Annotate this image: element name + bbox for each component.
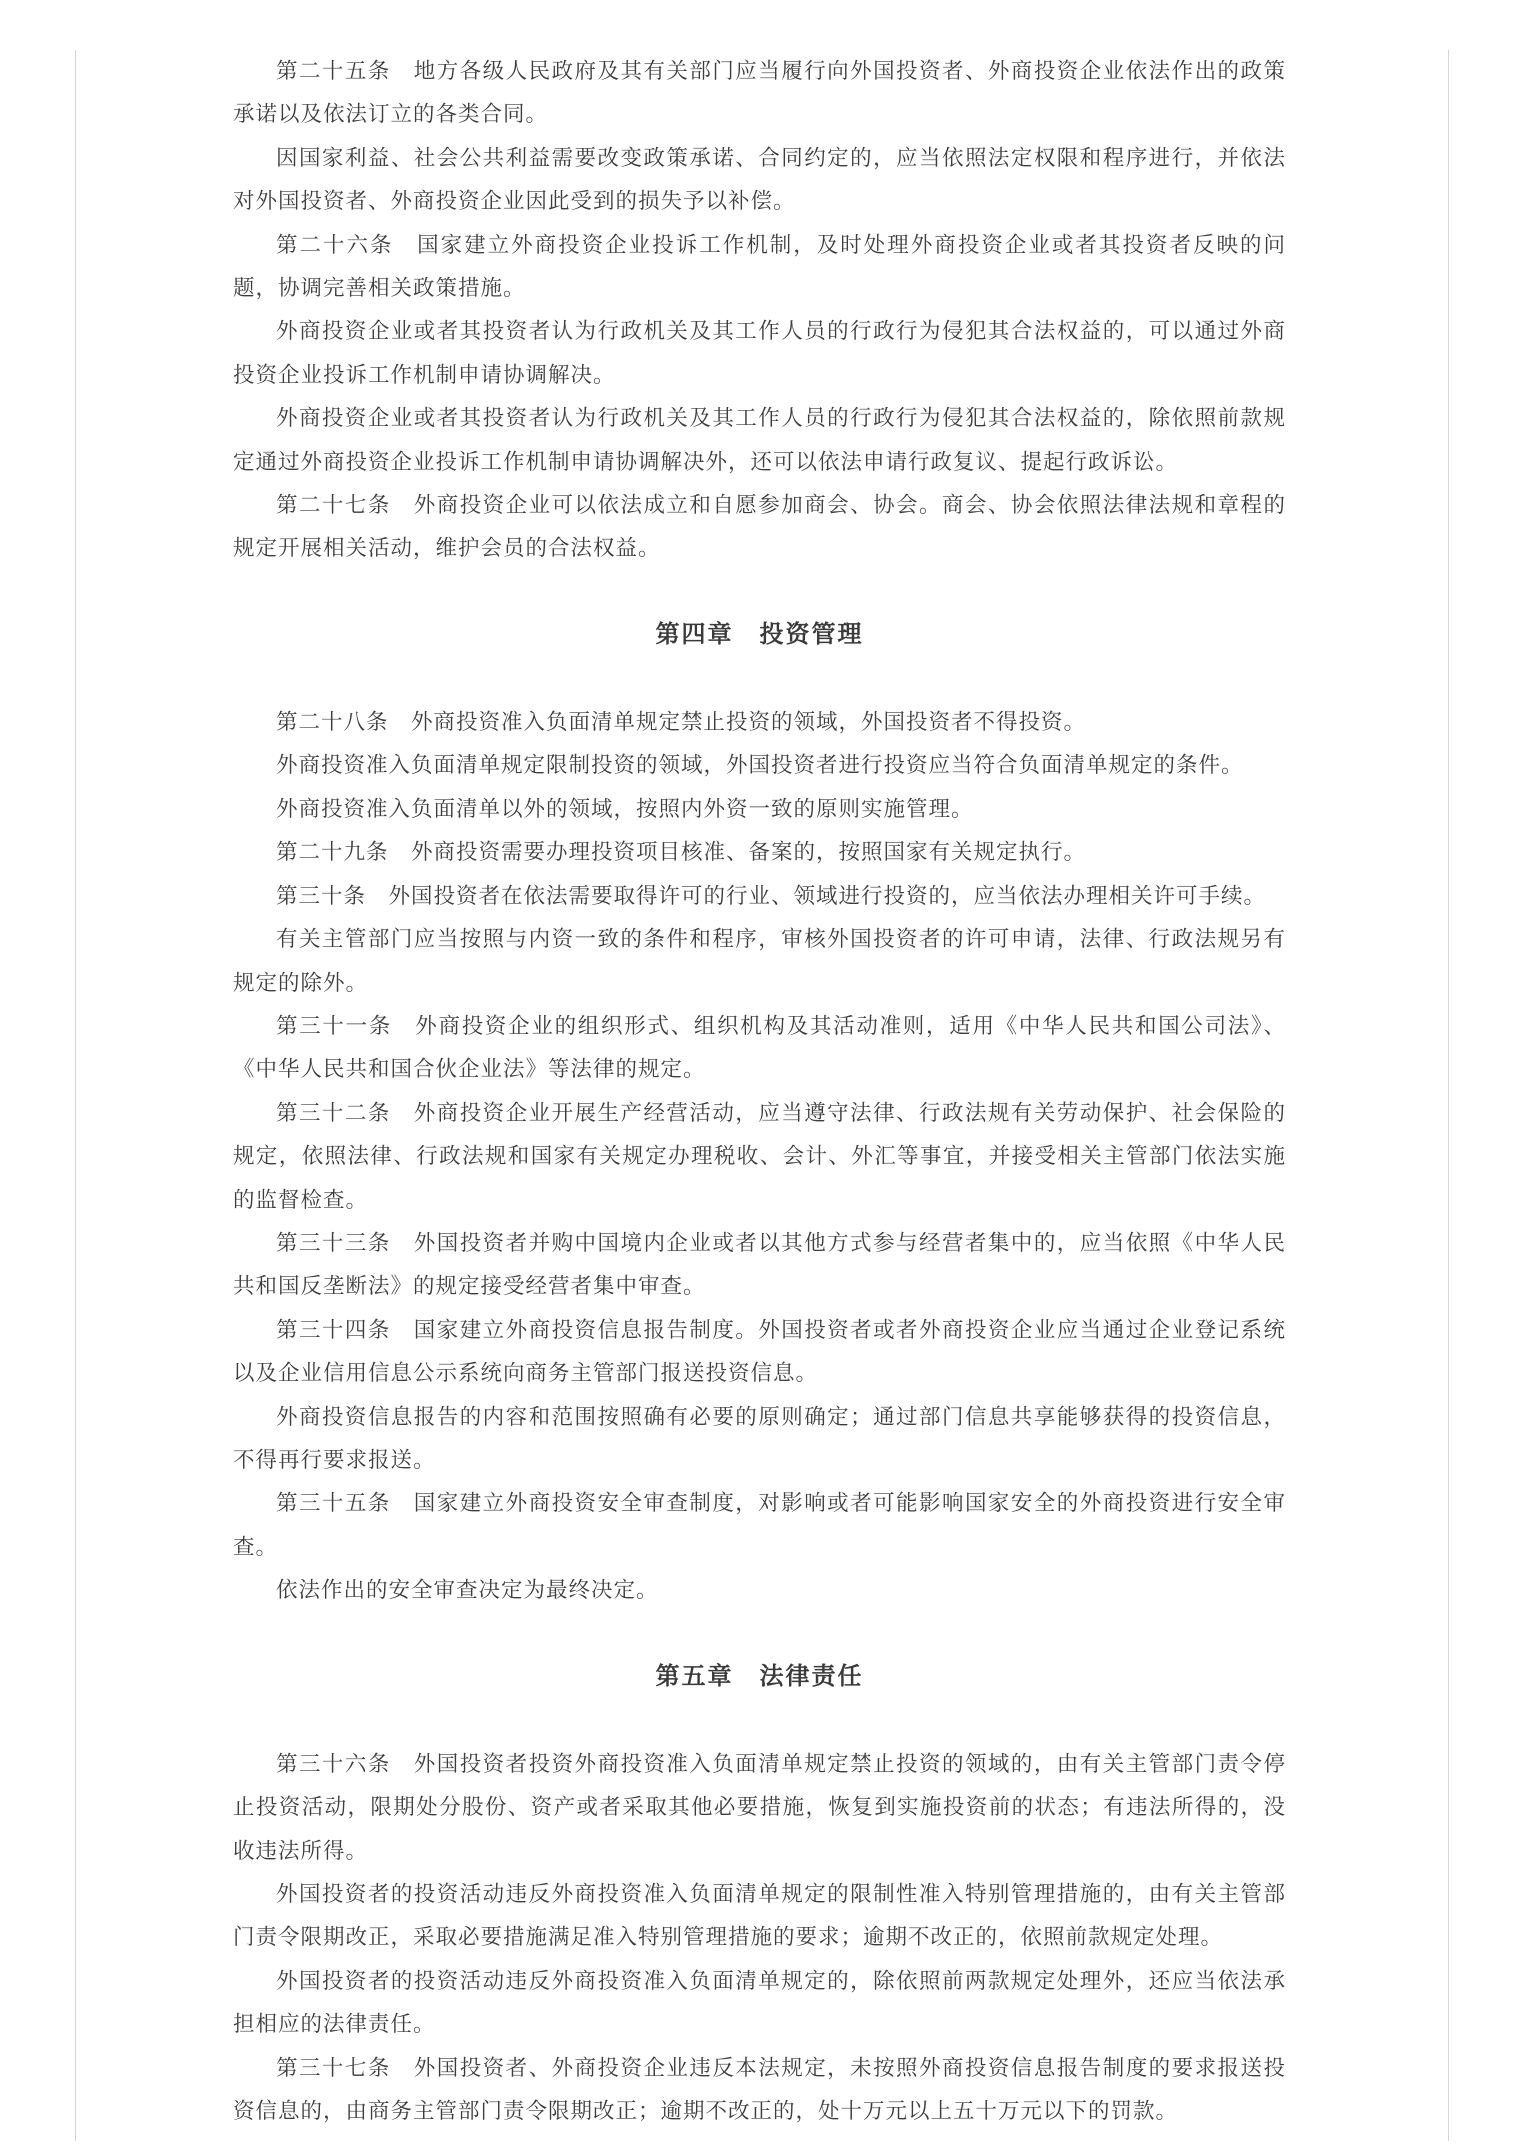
article-26-para-3: 外商投资企业或者其投资者认为行政机关及其工作人员的行政行为侵犯其合法权益的，除依照前款规定通过外商投资企业投诉工作机制申请协调解决外，还可以依法申请行政复议、提起行政诉讼。: [233, 406, 1286, 474]
article-37-para-1: 第三十七条 外国投资者、外商投资企业违反本法规定，未按照外商投资信息报告制度的要求报送投资信息的，由商务主管部门责令限期改正；逾期不改正的，处十万元以上五十万元以下的罚款。: [233, 2055, 1286, 2124]
article-30-para-1: 第三十条 外国投资者在依法需要取得许可的行业、领域进行投资的，应当依法办理相关许可手续。: [276, 883, 1267, 908]
article-36-para-1: 第三十六条 外国投资者投资外商投资准入负面清单规定禁止投资的领域的，由有关主管部门责令停止投资活动，限期处分股份、资产或者采取其他必要措施，恢复到实施投资前的状态；有违法所得的，没收违法所得。: [233, 1751, 1286, 1863]
article-34-para-1: 第三十四条 国家建立外商投资信息报告制度。外国投资者或者外商投资企业应当通过企业登记系统以及企业信用信息公示系统向商务主管部门报送投资信息。: [233, 1317, 1286, 1386]
chapter-4-heading: 第四章 投资管理: [655, 622, 864, 649]
article-27-para-1: 第二十七条 外商投资企业可以依法成立和自愿参加商会、协会。商会、协会依照法律法规和章程的规定开展相关活动，维护会员的合法权益。: [233, 493, 1286, 561]
article-36-para-3: 外国投资者的投资活动违反外商投资准入负面清单规定的，除依照前两款规定处理外，还应当依法承担相应的法律责任。: [233, 1968, 1286, 2037]
article-28-para-2: 外商投资准入负面清单规定限制投资的领域，外国投资者进行投资应当符合负面清单规定的条件。: [276, 753, 1244, 778]
article-25-para-2: 因国家利益、社会公共利益需要改变政策承诺、合同约定的，应当依照法定权限和程序进行，并依法对外国投资者、外商投资企业因此受到的损失予以补偿。: [233, 145, 1286, 214]
article-33-para-1: 第三十三条 外国投资者并购中国境内企业或者以其他方式参与经营者集中的，应当依照《中华人民共和国反垄断法》的规定接受经营者集中审查。: [233, 1230, 1286, 1299]
article-35-para-1: 第三十五条 国家建立外商投资安全审查制度，对影响或者可能影响国家安全的外商投资进行安全审查。: [233, 1491, 1286, 1559]
chapter-5-heading: 第五章 法律责任: [655, 1663, 864, 1690]
article-35-para-2: 依法作出的安全审查决定为最终决定。: [276, 1578, 659, 1603]
article-34-para-2: 外商投资信息报告的内容和范围按照确有必要的原则确定；通过部门信息共享能够获得的投资信息，不得再行要求报送。: [233, 1404, 1286, 1472]
article-30-para-2: 有关主管部门应当按照与内资一致的条件和程序，审核外国投资者的许可申请，法律、行政法规另有规定的除外。: [233, 927, 1286, 995]
article-26-para-1: 第二十六条 国家建立外商投资企业投诉工作机制，及时处理外商投资企业或者其投资者反映的问题，协调完善相关政策措施。: [233, 232, 1286, 301]
article-29-para-1: 第二十九条 外商投资需要办理投资项目核准、备案的，按照国家有关规定执行。: [276, 840, 1087, 865]
article-28-para-1: 第二十八条 外商投资准入负面清单规定禁止投资的领域，外国投资者不得投资。: [276, 710, 1087, 735]
article-32-para-1: 第三十二条 外商投资企业开展生产经营活动，应当遵守法律、行政法规有关劳动保护、社会保险的规定，依照法律、行政法规和国家有关规定办理税收、会计、外汇等事宜，并接受相关主管部门依法实施的监督检查。: [233, 1100, 1286, 1212]
article-26-para-2: 外商投资企业或者其投资者认为行政机关及其工作人员的行政行为侵犯其合法权益的，可以通过外商投资企业投诉工作机制申请协调解决。: [233, 319, 1286, 387]
article-31-para-1: 第三十一条 外商投资企业的组织形式、组织机构及其活动准则，适用《中华人民共和国公司法》、《中华人民共和国合伙企业法》等法律的规定。: [233, 1013, 1286, 1082]
article-28-para-3: 外商投资准入负面清单以外的领域，按照内外资一致的原则实施管理。: [276, 796, 974, 821]
article-36-para-2: 外国投资者的投资活动违反外商投资准入负面清单规定的限制性准入特别管理措施的，由有关主管部门责令限期改正，采取必要措施满足准入特别管理措施的要求；逾期不改正的，依照前款规定处理。: [233, 1882, 1286, 1950]
law-article-page: [75, 50, 1449, 2141]
article-25-para-1: 第二十五条 地方各级人民政府及其有关部门应当履行向外国投资者、外商投资企业依法作出的政策承诺以及依法订立的各类合同。: [233, 59, 1286, 127]
